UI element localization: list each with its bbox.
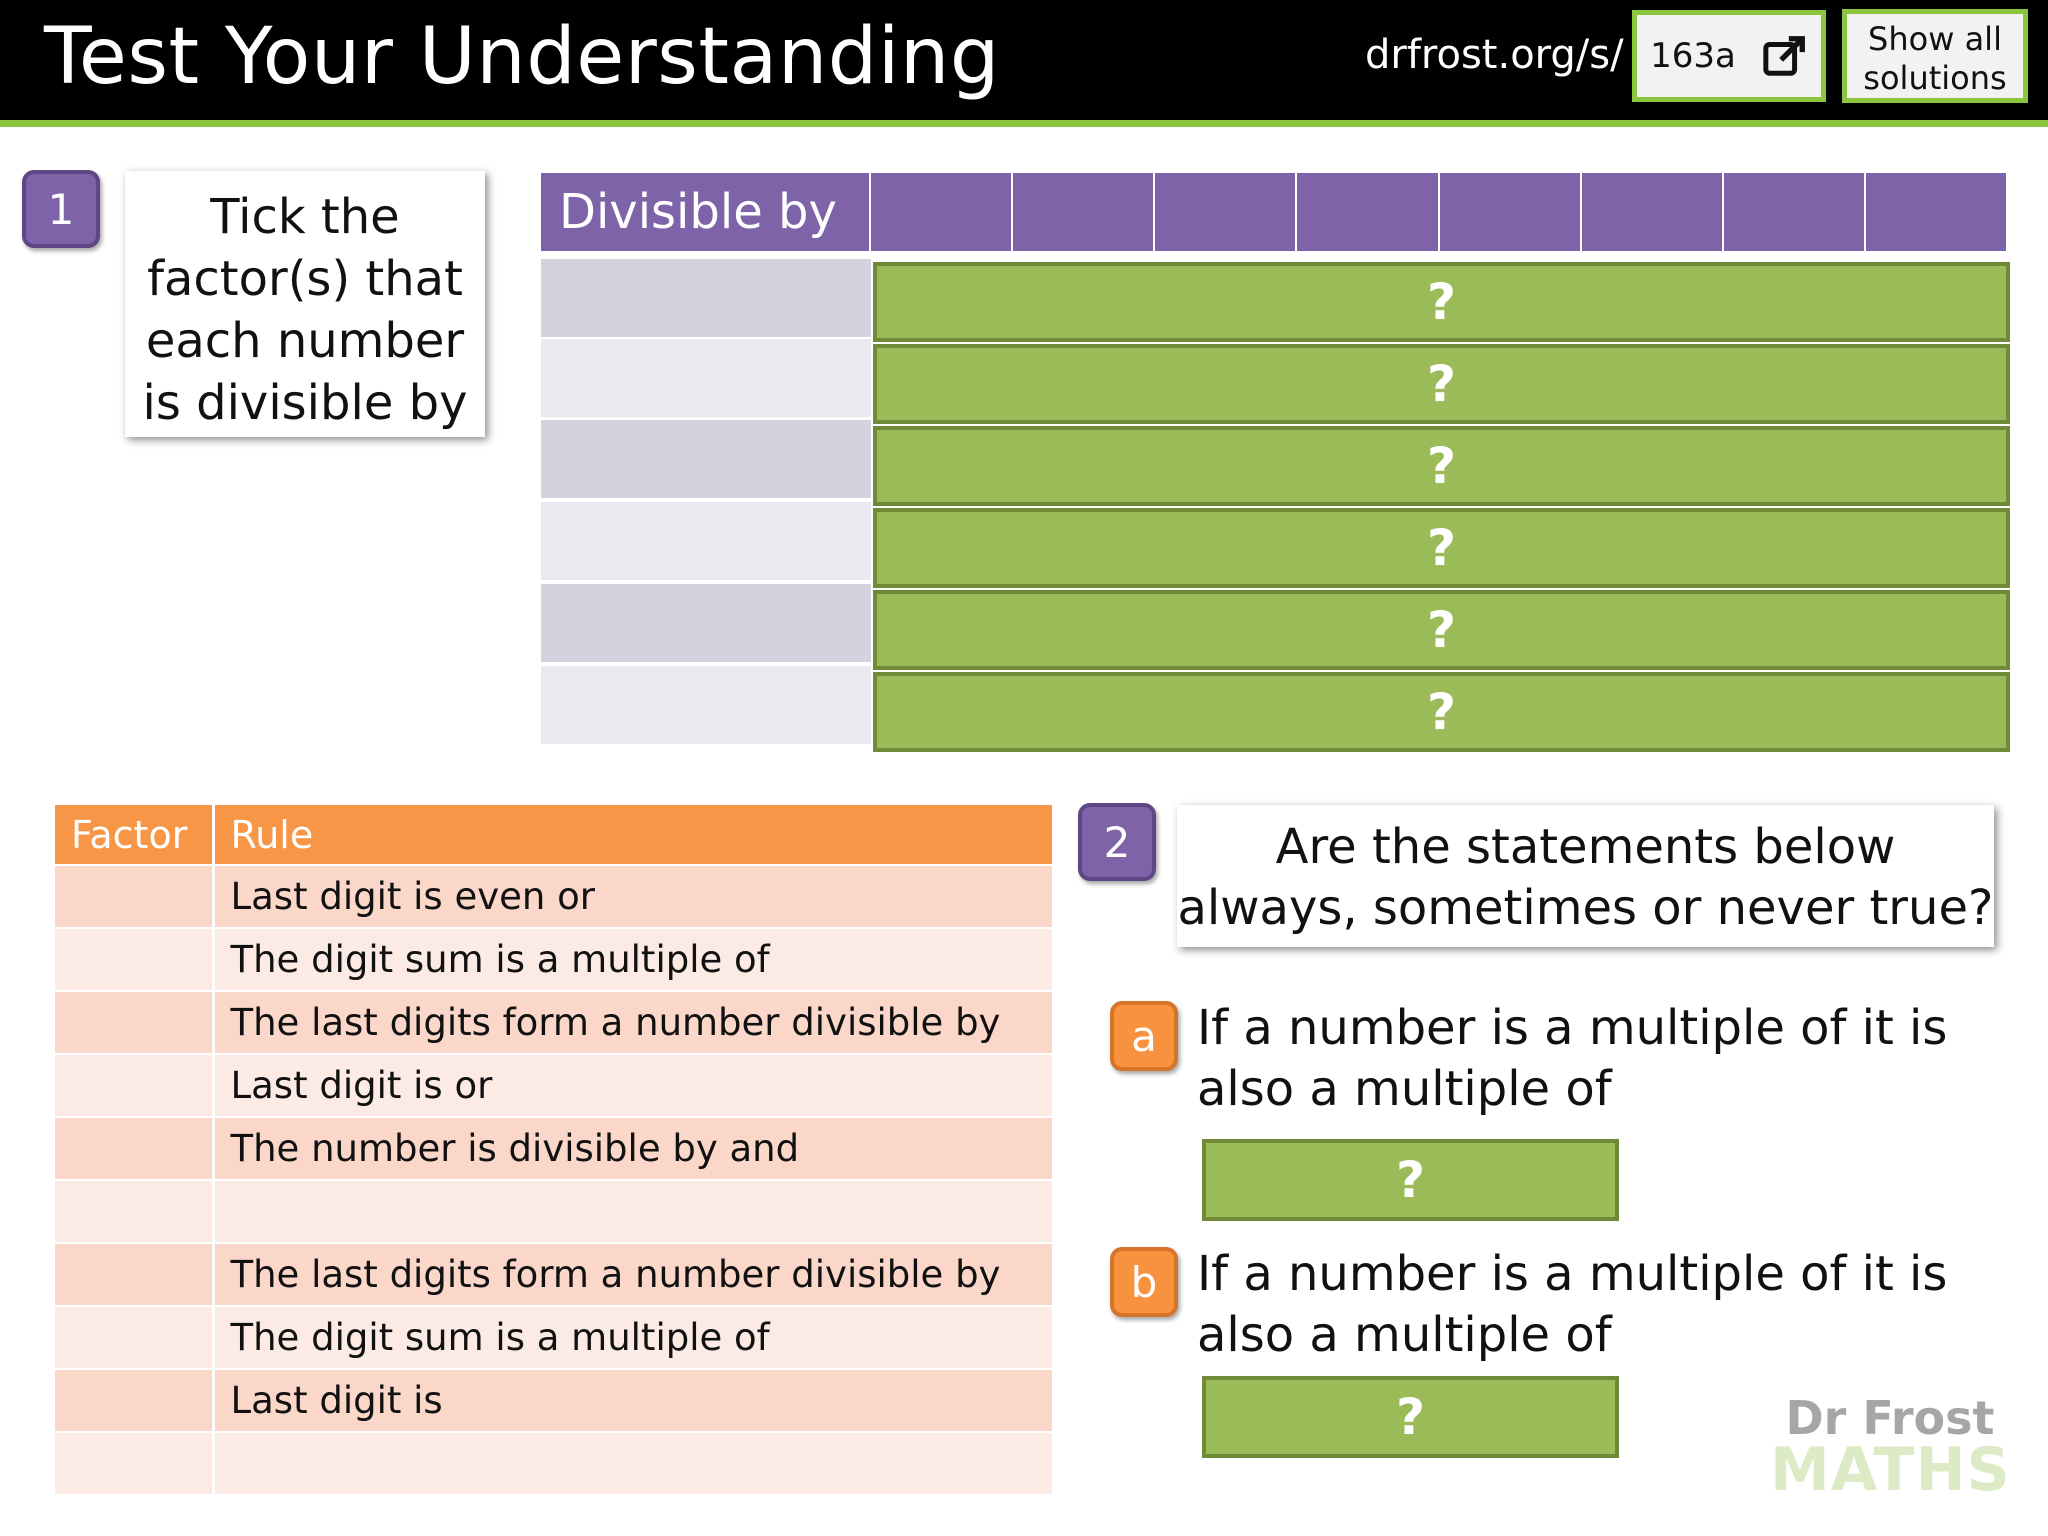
factor-column	[1866, 173, 2006, 251]
instruction-line-1: Tick the	[210, 189, 400, 245]
reveal-answer-row-5[interactable]: ?	[873, 590, 2010, 670]
prompt-line-2: always, sometimes or never true?	[1177, 880, 1994, 936]
statement-a	[1197, 998, 1997, 1120]
factor-cell	[55, 1306, 213, 1369]
table-row	[55, 1432, 1054, 1495]
table-row	[55, 1180, 1054, 1243]
resource-code-button[interactable]	[1632, 10, 1826, 102]
statement-b	[1197, 1244, 1997, 1366]
show-all-line2: solutions	[1863, 59, 2007, 97]
rule-cell: Last digit is or	[213, 1054, 1054, 1117]
table-row	[55, 1306, 1054, 1369]
logo-line-2: MATHS	[1770, 1435, 2011, 1505]
factor-column	[1013, 173, 1155, 251]
show-all-line1: Show all	[1868, 20, 2002, 58]
header-bar	[0, 0, 2048, 127]
factor-column	[1582, 173, 1724, 251]
statement-a-line-2: also a multiple of	[1197, 1061, 1612, 1117]
number-cell	[541, 339, 871, 419]
statement-b-line-1: If a number is a multiple of it is	[1197, 1246, 1948, 1302]
prompt-line-1: Are the statements below	[1275, 819, 1896, 875]
rule-cell: Last digit is	[213, 1369, 1054, 1432]
drfrost-logo	[1770, 1391, 2011, 1505]
table-row	[55, 865, 1054, 928]
rule-header: Rule	[213, 805, 1054, 865]
url-label: drfrost.org/s/	[1365, 32, 1624, 78]
resource-code: 163a	[1650, 36, 1736, 76]
statement-b-line-2: also a multiple of	[1197, 1307, 1612, 1363]
divisibility-rules-table	[55, 805, 1055, 1496]
question-1-badge: 1	[22, 170, 100, 248]
factor-cell	[55, 991, 213, 1054]
table-row	[55, 991, 1054, 1054]
rule-cell: The last digits form a number divisible by	[213, 1243, 1054, 1306]
divisible-by-header	[541, 173, 2006, 251]
question-1-instruction	[125, 171, 485, 437]
rule-cell: The digit sum is a multiple of	[213, 928, 1054, 991]
divisible-by-label: Divisible by	[541, 173, 871, 251]
table-row	[55, 1243, 1054, 1306]
factor-cell	[55, 1180, 213, 1243]
external-link-icon	[1762, 33, 1808, 79]
statement-a-line-1: If a number is a multiple of it is	[1197, 1000, 1948, 1056]
rule-cell: The number is divisible by and	[213, 1117, 1054, 1180]
factor-cell	[55, 865, 213, 928]
question-2-prompt	[1177, 805, 1994, 947]
number-cell	[541, 666, 871, 746]
question-2-badge: 2	[1078, 803, 1156, 881]
rule-cell: The last digits form a number divisible by	[213, 991, 1054, 1054]
instruction-line-3: each number	[145, 313, 465, 369]
logo-line-1: Dr Frost	[1785, 1391, 1995, 1445]
factor-cell	[55, 1432, 213, 1495]
reveal-answer-row-4[interactable]: ?	[873, 508, 2010, 588]
factor-cell	[55, 1369, 213, 1432]
factor-cell	[55, 1243, 213, 1306]
table-row	[55, 1117, 1054, 1180]
show-all-solutions-button[interactable]	[1842, 9, 2028, 103]
reveal-answer-b[interactable]: ?	[1202, 1376, 1619, 1458]
rule-cell	[213, 1432, 1054, 1495]
factor-cell	[55, 1054, 213, 1117]
table-row	[55, 1369, 1054, 1432]
number-cell	[541, 502, 871, 582]
factor-cell	[55, 1117, 213, 1180]
factor-column	[1440, 173, 1582, 251]
part-b-badge: b	[1110, 1247, 1178, 1317]
reveal-answer-row-2[interactable]: ?	[873, 344, 2010, 424]
rule-cell: Last digit is even or	[213, 865, 1054, 928]
factor-column	[1724, 173, 1866, 251]
factor-column	[1297, 173, 1439, 251]
number-cell	[541, 584, 871, 664]
factor-column	[1155, 173, 1297, 251]
factor-header: Factor	[55, 805, 213, 865]
factor-cell	[55, 928, 213, 991]
reveal-answer-a[interactable]: ?	[1202, 1139, 1619, 1221]
table-header-row	[55, 805, 1054, 865]
factor-column	[871, 173, 1013, 251]
reveal-answer-row-3[interactable]: ?	[873, 426, 2010, 506]
table-row	[55, 1054, 1054, 1117]
rule-cell: The digit sum is a multiple of	[213, 1306, 1054, 1369]
part-a-badge: a	[1110, 1001, 1178, 1071]
instruction-line-2: factor(s) that	[147, 251, 463, 307]
number-cell	[541, 420, 871, 500]
rule-cell	[213, 1180, 1054, 1243]
reveal-answer-row-1[interactable]: ?	[873, 262, 2010, 342]
number-cell	[541, 259, 871, 339]
page-title: Test Your Understanding	[44, 12, 1000, 102]
table-row	[55, 928, 1054, 991]
instruction-line-4: is divisible by	[142, 375, 468, 431]
reveal-answer-row-6[interactable]: ?	[873, 672, 2010, 752]
